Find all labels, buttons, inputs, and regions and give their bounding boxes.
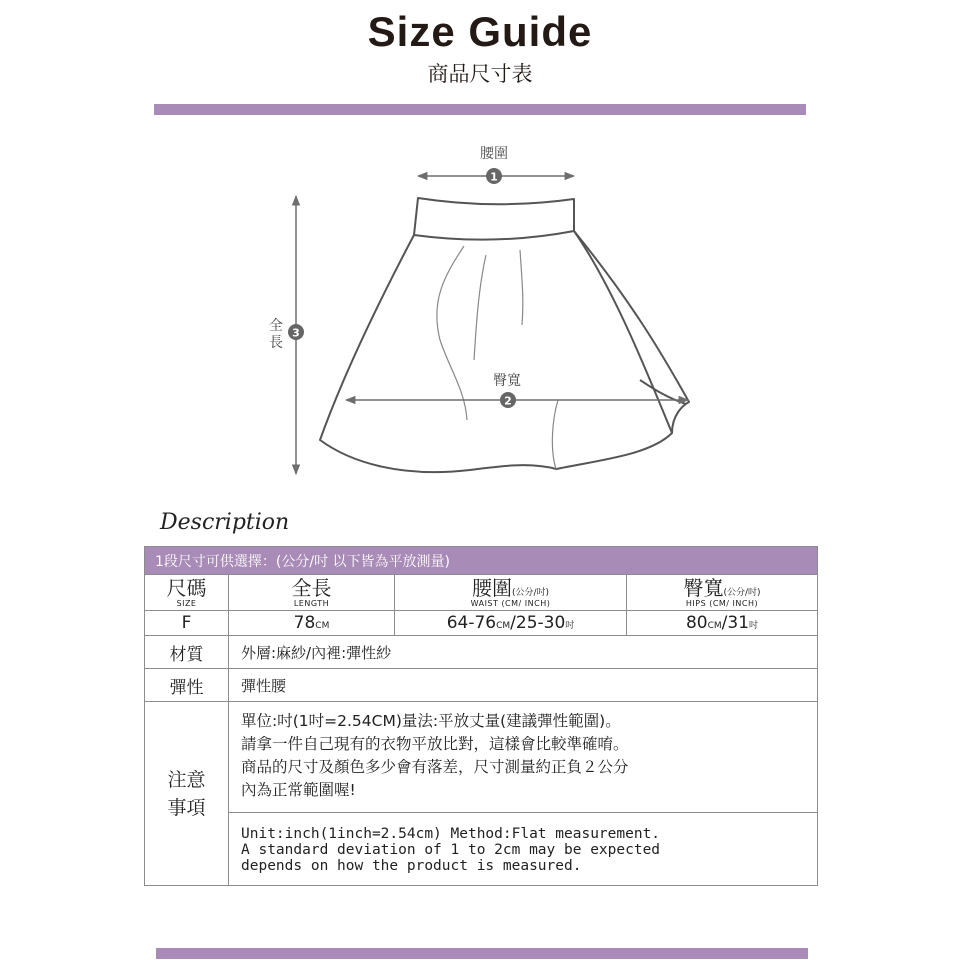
table-row xyxy=(145,611,818,636)
notes-en-line-1: Unit:inch(1inch=2.54cm) Method:Flat measurement. xyxy=(241,826,661,842)
col-length-sub: LENGTH xyxy=(293,598,330,608)
waist-value xyxy=(395,611,627,636)
waist-value-inch: /25-30 xyxy=(510,613,566,633)
material-row xyxy=(145,636,818,669)
column-header-row xyxy=(145,575,818,611)
col-hips-sub: HIPS (CM/ INCH) xyxy=(685,598,759,608)
top-divider-bar xyxy=(154,104,806,115)
length-label-1: 全 xyxy=(269,318,283,334)
description-heading: Description xyxy=(160,510,290,535)
length-value-num: 78 xyxy=(293,613,316,633)
bottom-divider-bar xyxy=(156,948,808,959)
notes-en-line-3: depends on how the product is measured. xyxy=(241,858,582,874)
notes-label xyxy=(145,702,229,886)
skirt-outline xyxy=(320,198,689,472)
col-length-title: 全長 xyxy=(291,575,332,600)
col-waist-unit: (公分/吋) xyxy=(511,587,550,598)
hips-value-unit-inch: 吋 xyxy=(749,621,759,631)
length-label-2: 長 xyxy=(269,335,283,351)
notes-label-line-2: 事項 xyxy=(167,796,206,819)
notes-cn-line-4: 內為正常範圍喔! xyxy=(241,781,356,799)
notes-chinese xyxy=(229,702,818,813)
length-value-unit: CM xyxy=(315,621,330,631)
col-size-sub: SIZE xyxy=(176,598,197,608)
col-waist-sub: WAIST (CM/ INCH) xyxy=(470,598,551,608)
waist-value-unit-cm: CM xyxy=(496,621,511,631)
hip-label: 臀寬 xyxy=(493,373,521,389)
notes-cn-line-2: 請拿一件自己現有的衣物平放比對，這樣會比較準確唷。 xyxy=(241,735,629,753)
hips-value-inch: /31 xyxy=(721,613,750,633)
elastic-label: 彈性 xyxy=(145,669,229,702)
col-hips-title: 臀寬 xyxy=(683,575,724,600)
skirt-diagram xyxy=(240,130,720,490)
hips-value xyxy=(627,611,818,636)
hips-value-unit-cm: CM xyxy=(707,621,722,631)
hip-number: 2 xyxy=(504,394,512,408)
length-number: 3 xyxy=(292,326,300,340)
elastic-value: 彈性腰 xyxy=(229,669,818,702)
material-value: 外層:麻紗/內裡:彈性紗 xyxy=(229,636,818,669)
size-value: F xyxy=(145,611,229,636)
notes-en-row xyxy=(145,813,818,886)
notes-cn-line-1: 單位:吋(1吋=2.54CM)量法:平放丈量(建議彈性範圍)。 xyxy=(241,712,621,730)
length-value xyxy=(229,611,395,636)
col-size-title: 尺碼 xyxy=(166,575,207,600)
notes-cn-row xyxy=(145,702,818,813)
notes-label-line-1: 注意 xyxy=(167,768,206,791)
col-size xyxy=(145,575,229,611)
hips-value-num: 80 xyxy=(685,613,708,633)
waist-value-unit-inch: 吋 xyxy=(565,621,575,631)
col-hips-unit: (公分/吋) xyxy=(723,587,761,598)
size-table xyxy=(144,546,818,886)
waist-label: 腰圍 xyxy=(480,146,508,162)
notes-english xyxy=(229,813,818,886)
notes-cn-line-3: 商品的尺寸及顏色多少會有落差，尺寸測量約正負２公分 xyxy=(241,758,629,776)
notes-en-line-2: A standard deviation of 1 to 2cm may be expected xyxy=(241,842,661,858)
col-waist-title: 腰圍 xyxy=(471,575,512,600)
page-title: Size Guide xyxy=(367,8,593,55)
page-subtitle: 商品尺寸表 xyxy=(427,62,533,86)
elastic-row xyxy=(145,669,818,702)
col-length xyxy=(229,575,395,611)
col-waist xyxy=(395,575,627,611)
waist-value-num: 64-76 xyxy=(446,613,497,633)
material-label: 材質 xyxy=(145,636,229,669)
col-hips xyxy=(627,575,818,611)
waist-number: 1 xyxy=(490,170,498,184)
table-header: 1段尺寸可供選擇：(公分/吋 以下皆為平放測量) xyxy=(145,547,818,575)
